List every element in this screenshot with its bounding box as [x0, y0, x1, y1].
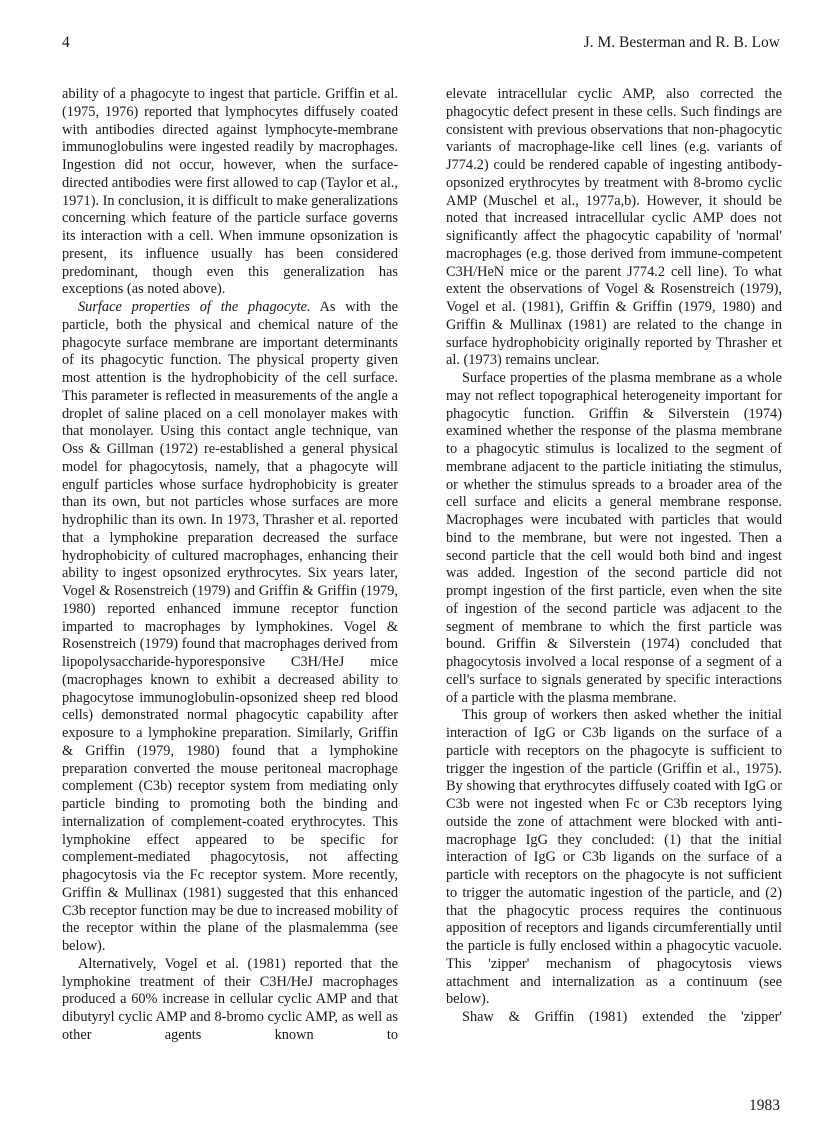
right-column [446, 86, 782, 1027]
paragraph-alternatively: Alternatively, Vogel et al. (1981) reported that the lymphokine treatment of their C3H/HeJ macrophages produced a 60% increase in cellular cyclic AMP and that dibutyryl cyclic AMP and 8-bromo cyclic AMP, as well as other agents known to [62, 955, 398, 1043]
page-number: 4 [62, 34, 70, 51]
paragraph-continuation: ability of a phagocyte to ingest that particle. Griffin et al. (1975, 1976) reported that lymphocytes diffusely coated with antibodies directed against lymphocyte-membrane immunoglobulins were ingested readily by macrophages. Ingestion did not occur, however, when the surface-directed antibodies were first allowed to cap (Taylor et al., 1971). In conclusion, it is difficult to make generalizations concerning which feature of the particle surface governs its interaction with a cell. When immune opsonization is present, its influence usually has been considered predominant, though even this generalization has exceptions (as noted above). [62, 86, 398, 298]
running-head-authors: J. M. Besterman and R. B. Low [583, 34, 780, 51]
page-header [62, 34, 780, 54]
paragraph-cyclic-amp: elevate intracellular cyclic AMP, also corrected the phagocytic defect present in these cells. Such findings are consistent with previous observations that non-phagocytic variants of macrophage-like cell lines (e.g. variants of J774.2) could be rendered capable of ingesting antibody-opsonized erythrocytes by treatment with 8-bromo cyclic AMP (Muschel et al., 1977a,b). However, it should be noted that increased intracellular cyclic AMP does not significantly affect the phagocytic capability of 'normal' macrophages (e.g. those derived from immune-competent C3H/HeN mice or the parent J774.2 cell line). To what extent the observations of Vogel & Rosenstreich (1979), Vogel et al. (1981), Griffin & Griffin (1979, 1980) and Griffin & Mullinax (1981) are related to the change in surface hydrophobicity originally reported by Thrasher et al. (1973) remains unclear. [446, 86, 782, 369]
paragraph-shaw-griffin: Shaw & Griffin (1981) extended the 'zipper' [462, 1009, 782, 1025]
paragraph-zipper-mechanism: This group of workers then asked whether the initial interaction of IgG or C3b ligands on the surface of a particle with receptors on the phagocyte is sufficient to trigger the ingestion of the particle (Griffin et al., 1975). By showing that erythrocytes diffusely coated with IgG or C3b were not ingested when Fc or C3b receptors lying outside the zone of attachment were blocked with anti-macrophage IgG they concluded: (1) that the initial interaction of IgG or C3b ligands on the surface of a particle with receptors on the phagocyte is not sufficient to trigger the automatic ingestion of the particle, and (2) that the phagocytic process requires the continuous apposition of receptors and ligands circumferentially until the particle is fully enclosed within a phagocytic vacuole. This 'zipper' mechanism of phagocytosis views attachment and internalization as a continuum (see below). [446, 707, 782, 1008]
paragraph-plasma-membrane: Surface properties of the plasma membrane as a whole may not reflect topographical heterogeneity important for phagocytic function. Griffin & Silverstein (1974) examined whether the response of the plasma membrane to a phagocytic stimulus is localized to the segment of membrane adjacent to the particle initiating the stimulus, or whether the stimulus spreads to a broader area of the cell surface and elicits a general membrane response. Macrophages were incubated with particles that would bind to the membrane, but were not ingested. Then a second particle that the cell would both bind and ingest was added. Ingestion of the second particle did not prompt ingestion of the first particle, even when the site of ingestion of the second particle was adjacent to the segment of membrane to which the first particle was bound. Griffin & Silverstein (1974) concluded that phagocytosis involved a local response of a segment of a cell's surface to signals generated by specific interactions of a particle with the plasma membrane. [446, 370, 782, 706]
section-heading-surface-properties: Surface properties of the phagocyte. [78, 299, 311, 315]
left-column [62, 86, 398, 1045]
footer-year: 1983 [749, 1097, 780, 1114]
paragraph-text: As with the particle, both the physical and chemical nature of the phagocyte surface membrane are important determinants of its phagocytic function. The physical property given most attention is the hydrophobicity of the cell surface. This parameter is reflected in measurements of the angle a droplet of saline placed on a cell monolayer makes with that monolayer. Using this contact angle technique, van Oss & Gillman (1972) re-established a general physical model for phagocytosis, namely, that a phagocyte will engulf particles whose surface hydrophobicity is greater than its own, but not particles whose surfaces are more hydrophilic than its own. In 1973, Thrasher et al. reported that a lymphokine preparation decreased the surface hydrophobicity of cultured macrophages, enhancing their ability to ingest opsonized erythrocytes. Six years later, Vogel & Rosenstreich (1979) and Griffin & Griffin (1979, 1980) reported enhanced immune receptor function imparted to macrophages by lymphokines. Vogel & Rosenstreich (1979) found that macrophages derived from lipopolysaccharide-hyporesponsive C3H/HeJ mice (macrophages known to exhibit a decreased ability to phagocytose immunoglobulin-opsonized sheep red blood cells) demonstrated normal phagocytic capability after exposure to a lymphokine preparation. Similarly, Griffin & Griffin (1979, 1980) found that a lymphokine preparation converted the mouse peritoneal macrophage complement (C3b) receptor system from mediating only particle binding to promoting both the binding and internalization of complement-coated erythrocytes. This lymphokine effect appeared to be specific for complement-mediated phagocytosis, not affecting phagocytosis via the Fc receptor system. More recently, Griffin & Mullinax (1981) suggested that this enhanced C3b receptor function may be due to increased mobility of the receptor within the plane of the plasmalemma (see below). [62, 299, 399, 954]
paragraph-surface-properties [62, 299, 398, 956]
